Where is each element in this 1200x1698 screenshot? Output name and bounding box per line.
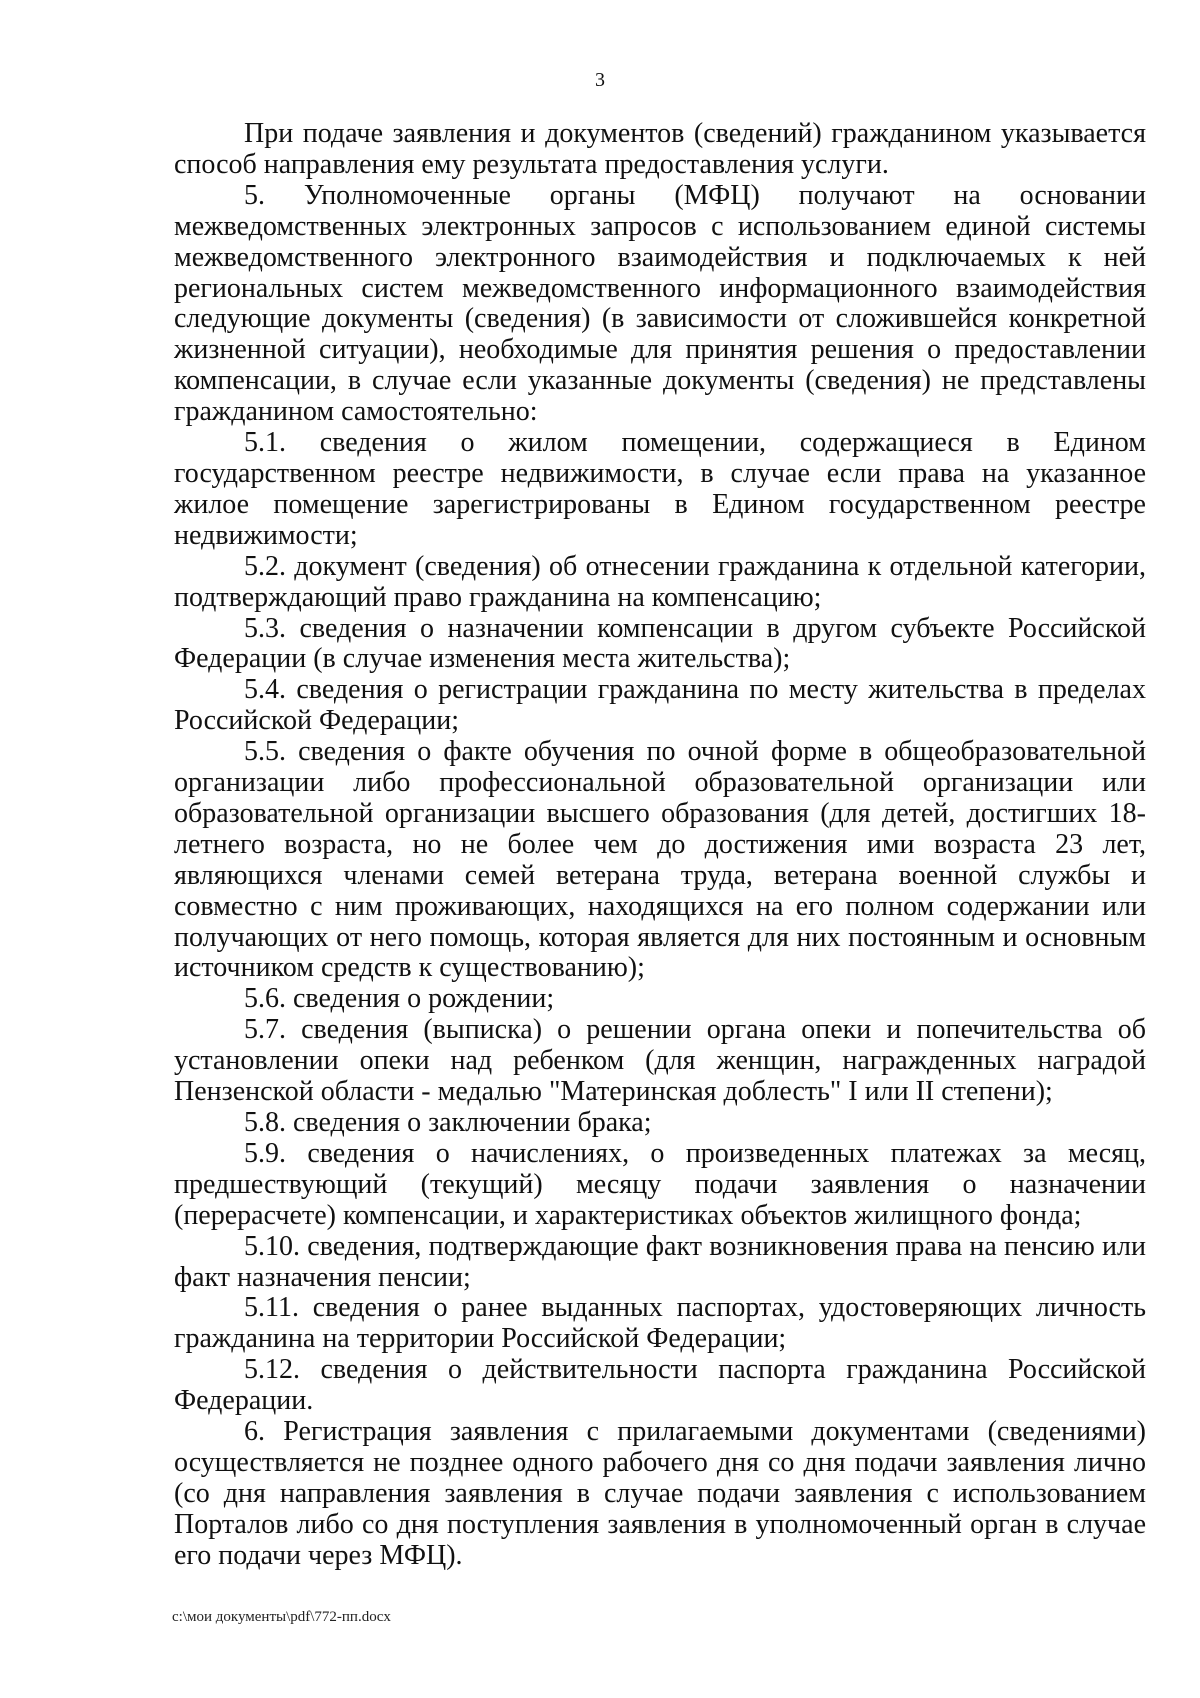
paragraph-6: 6. Регистрация заявления с прилагаемыми документами (сведениями) осуществляется не позднее одного рабочего дня со дня подачи заявления лично (со дня направления заявления в случае подачи заявления с использованием Порталов либо со дня поступления заявления в уполномоченный орган в случае его подачи через МФЦ). bbox=[174, 1416, 1146, 1571]
paragraph-5-8: 5.8. сведения о заключении брака; bbox=[244, 1107, 652, 1138]
paragraph-5-1: 5.1. сведения о жилом помещении, содержащиеся в Едином государственном реестре недвижимости, в случае если права на указанное жилое помещение зарегистрированы в Едином государственном реестре недвижимости; bbox=[174, 427, 1146, 551]
footer-file-path: c:\мои документы\pdf\772-пп.docx bbox=[172, 1609, 391, 1625]
paragraph-5-9: 5.9. сведения о начислениях, о произведенных платежах за месяц, предшествующий (текущий) месяцу подачи заявления о назначении (перерасчете) компенсации, и характеристиках объектов жилищного фонда; bbox=[174, 1137, 1146, 1231]
document-body bbox=[174, 119, 1146, 1572]
paragraph-5-3: 5.3. сведения о назначении компенсации в другом субъекте Российской Федерации (в случае изменения места жительства); bbox=[174, 612, 1146, 675]
paragraph-5-11: 5.11. сведения о ранее выданных паспортах, удостоверяющих личность гражданина на территории Российской Федерации; bbox=[174, 1292, 1146, 1355]
paragraph-5-6: 5.6. сведения о рождении; bbox=[244, 983, 555, 1015]
paragraph-5-4: 5.4. сведения о регистрации гражданина по месту жительства в пределах Российской Федерации; bbox=[174, 674, 1146, 737]
paragraph-intro: При подаче заявления и документов (сведений) гражданином указывается способ направления ему результата предоставления услуги. bbox=[174, 118, 1146, 180]
paragraph-5-10: 5.10. сведения, подтверждающие факт возникновения права на пенсию или факт назначения пенсии; bbox=[174, 1230, 1146, 1293]
page-number: 3 bbox=[595, 69, 605, 91]
paragraph-5-7: 5.7. сведения (выписка) о решении органа опеки и попечительства об установлении опеки над ребенком (для женщин, награжденных наградой Пензенской области - медалью "Материнская доблесть" I или II степени); bbox=[174, 1014, 1146, 1108]
paragraph-5-5: 5.5. сведения о факте обучения по очной форме в общеобразовательной организации либо профессиональной образовательной организации или образовательной организации высшего образования (для детей, достигших 18-летнего возраста, но не более чем до достижения ими возраста 23 лет, являющихся членами семей ветерана труда, ветерана военной службы и совместно с ним проживающих, находящихся на его полном содержании или получающих от него помощь, которая является для них постоянным и основным источником средств к существованию); bbox=[174, 736, 1146, 984]
paragraph-5-12: 5.12. сведения о действительности паспорта гражданина Российской Федерации. bbox=[174, 1354, 1146, 1417]
paragraph-5-2: 5.2. документ (сведения) об отнесении гражданина к отдельной категории, подтверждающий право гражданина на компенсацию; bbox=[174, 550, 1146, 613]
paragraph-5: 5. Уполномоченные органы (МФЦ) получают на основании межведомственных электронных запросов с использованием единой системы межведомственного электронного взаимодействия и подключаемых к ней региональных систем межведомственного информационного взаимодействия следующие документы (сведения) (в зависимости от сложившейся конкретной жизненной ситуации), необходимые для принятия решения о предоставлении компенсации, в случае если указанные документы (сведения) не представлены гражданином самостоятельно: bbox=[174, 179, 1146, 428]
